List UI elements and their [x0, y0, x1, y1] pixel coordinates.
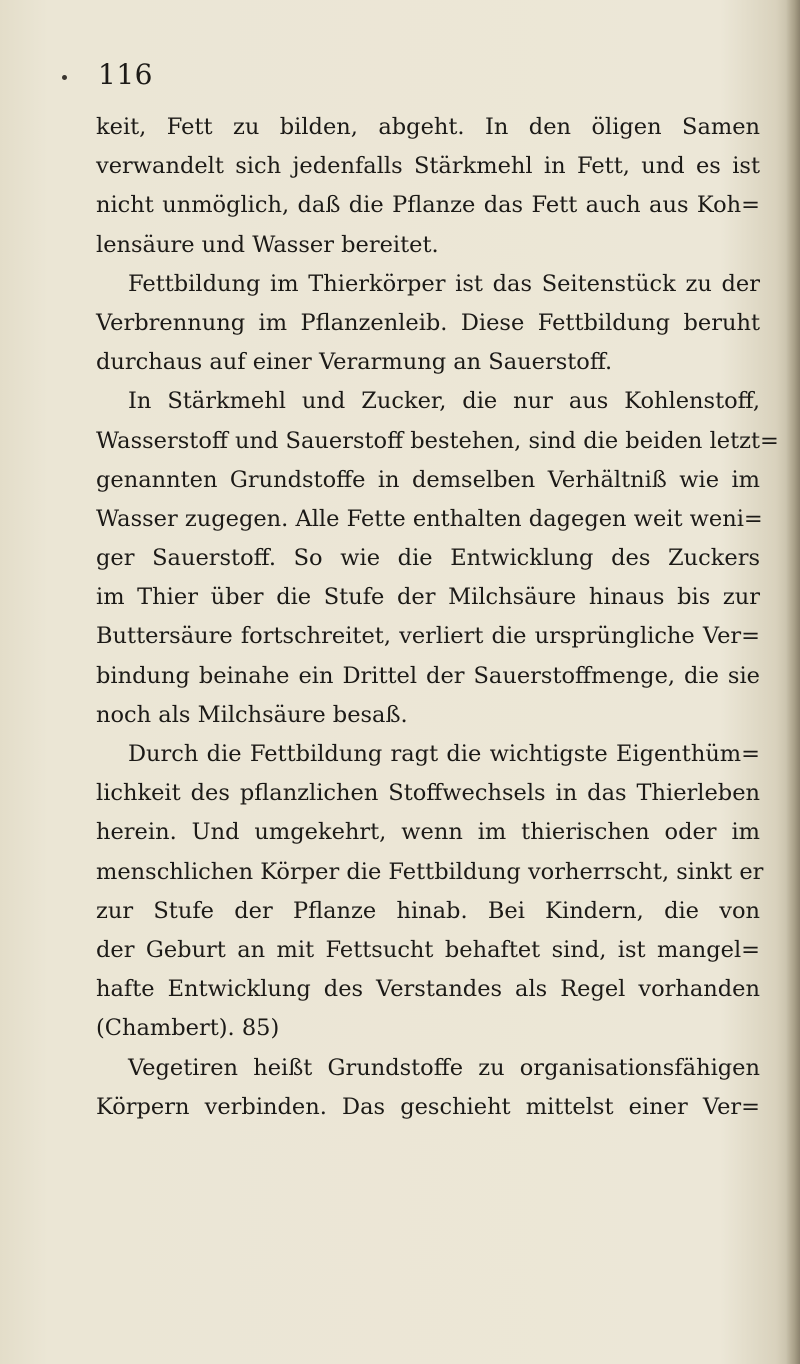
- text-line: Wasserstoff und Sauerstoff bestehen, sind die beiden letzt=: [96, 427, 779, 454]
- text-line: Buttersäure fortschreitet, verliert die ursprüngliche Ver=: [96, 623, 760, 650]
- text-line: bindung beinahe ein Drittel der Sauerstoffmenge, die sie: [96, 662, 760, 689]
- text-line: Wasser zugegen. Alle Fette enthalten dagegen weit weni=: [96, 505, 763, 532]
- text-line: lensäure und Wasser bereitet.: [96, 231, 439, 258]
- text-line: noch als Milchsäure besaß.: [96, 701, 408, 728]
- text-line: Fettbildung im Thierkörper ist das Seitenstück zu der: [128, 270, 760, 297]
- text-line: In Stärkmehl und Zucker, die nur aus Kohlenstoff,: [128, 388, 760, 415]
- text-line: der Geburt an mit Fettsucht behaftet sind, ist mangel=: [96, 936, 760, 963]
- page-number: 116: [98, 58, 153, 91]
- margin-dot: [62, 75, 67, 80]
- text-line: herein. Und umgekehrt, wenn im thierischen oder im: [96, 819, 760, 846]
- text-line: durchaus auf einer Verarmung an Sauerstoff.: [96, 349, 613, 376]
- text-line: nicht unmöglich, daß die Pflanze das Fett auch aus Koh=: [96, 192, 760, 219]
- text-line: menschlichen Körper die Fettbildung vorherrscht, sinkt er: [96, 858, 764, 885]
- text-line: im Thier über die Stufe der Milchsäure hinaus bis zur: [96, 584, 760, 611]
- body-text: [96, 108, 779, 1127]
- text-line: Durch die Fettbildung ragt die wichtigste Eigenthüm=: [128, 741, 760, 767]
- text-line: (Chambert). 85): [96, 1015, 280, 1042]
- text-line: genannten Grundstoffe in demselben Verhältniß wie im: [96, 466, 760, 493]
- text-line: hafte Entwicklung des Verstandes als Regel vorhanden: [96, 976, 760, 1003]
- text-line: zur Stufe der Pflanze hinab. Bei Kindern, die von: [96, 897, 760, 924]
- text-line: lichkeit des pflanzlichen Stoffwechsels in das Thierleben: [96, 780, 760, 807]
- text-line: Verbrennung im Pflanzenleib. Diese Fettbildung beruht: [96, 309, 760, 336]
- text-line: keit, Fett zu bilden, abgeht. In den öligen Samen: [96, 114, 760, 140]
- text-line: Körpern verbinden. Das geschieht mittelst einer Ver=: [96, 1093, 760, 1120]
- text-line: Vegetiren heißt Grundstoffe zu organisationsfähigen: [128, 1054, 760, 1081]
- page-edge-shadow: [786, 0, 800, 1364]
- text-line: verwandelt sich jedenfalls Stärkmehl in Fett, und es ist: [96, 153, 760, 180]
- text-line: ger Sauerstoff. So wie die Entwicklung des Zuckers: [96, 545, 760, 572]
